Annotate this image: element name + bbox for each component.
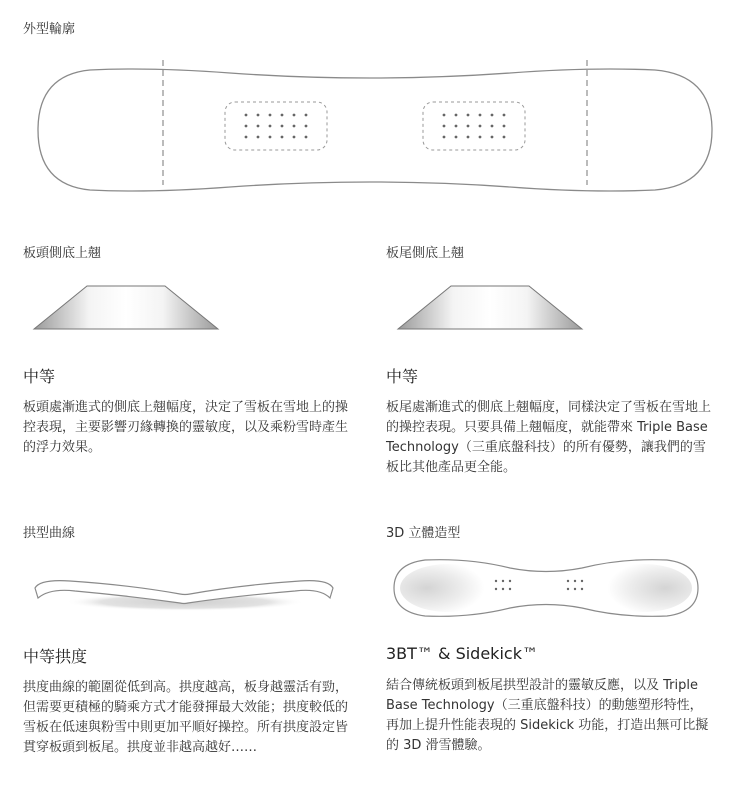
camber-description: 拱度曲線的範圍從低到高。拱度越高，板身越靈活有勁，但需要更積極的騎乘方式才能發揮最大效能；拱度較低的雪板在低速與粉雪中則更加平順好操控。所有拱度設定皆貫穿板頭到板尾。拱度並非越高越好……	[23, 680, 349, 755]
tail-rocker-label: 板尾側底上翹	[386, 246, 465, 261]
board-outline-shape	[38, 69, 712, 191]
shape-3d-tail-shading	[596, 564, 692, 612]
board-outline-diagram	[30, 55, 720, 195]
nose-rocker-shape	[34, 286, 218, 329]
tail-rocker-diagram	[396, 284, 584, 332]
nose-rocker-diagram	[32, 284, 220, 332]
tail-rocker-description: 板尾處漸進式的側底上翹幅度，同樣決定了雪板在雪地上的操控表現。只要具備上翹幅度，就能帶來 Triple Base Technology（三重底盤科技）的所有優勢，讓我們的雪板比其他產品更全能。	[386, 400, 712, 475]
shape-3d-description: 結合傳統板頭到板尾拱型設計的靈敏反應，以及 Triple Base Technology（三重底盤科技）的動態塑形特性，再加上提升性能表現的 Sidekick 功能，打造出無可比擬的 3D 滑雪體驗。	[386, 678, 709, 753]
camber-rating: 中等拱度	[23, 647, 88, 666]
outline-label: 外型輪廓	[23, 22, 76, 37]
tail-rocker-rating: 中等	[386, 367, 419, 386]
camber-diagram	[30, 570, 340, 615]
nose-rocker-description: 板頭處漸進式的側底上翹幅度，決定了雪板在雪地上的操控表現，主要影響刃緣轉換的靈敏度，以及乘粉雪時產生的浮力效果。	[23, 400, 349, 455]
shape-3d-diagram	[390, 556, 702, 620]
shape-3d-nose-shading	[400, 564, 496, 612]
nose-rocker-label: 板頭側底上翹	[23, 246, 102, 261]
nose-rocker-rating: 中等	[23, 367, 56, 386]
tail-rocker-shape	[398, 286, 582, 329]
camber-label: 拱型曲線	[23, 526, 76, 541]
shape-3d-rating: 3BT™ & Sidekick™	[386, 644, 538, 663]
shape-3d-label: 3D 立體造型	[386, 526, 461, 541]
